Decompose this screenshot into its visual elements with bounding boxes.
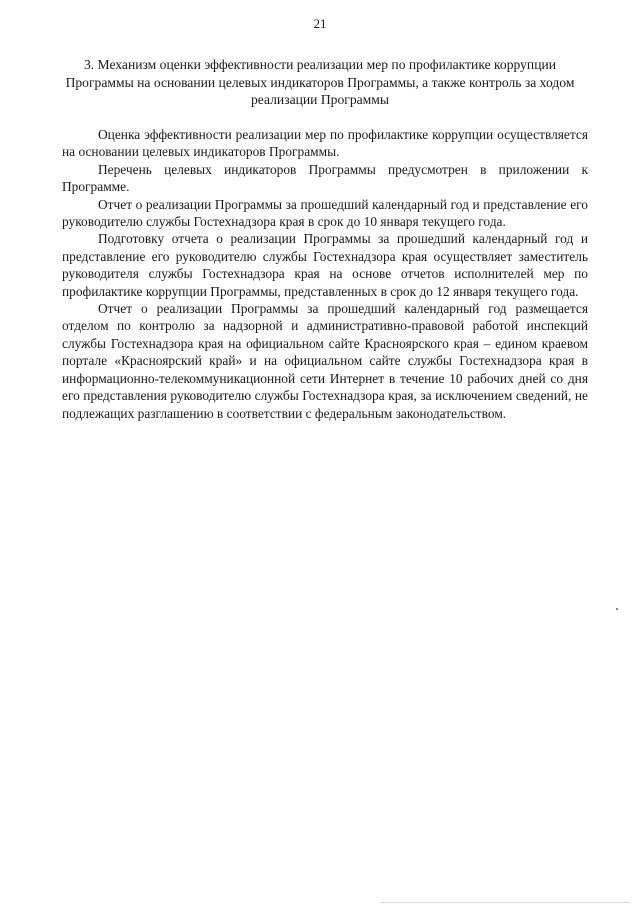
paragraph-indicators-list: Перечень целевых индикаторов Программы предусмотрен в приложении к Программе. [62,161,588,195]
paragraph-report-preparation: Подготовку отчета о реализации Программы за прошедший календарный год и представление его руководителю службы Гостехнадзора края осуществляет заместитель руководителя службы Гостехнадзора края на основе отчетов исполнителей мер по профилактике коррупции Программы, представленных в срок до 12 января текущего года. [62,231,588,299]
paragraph-evaluation-basis: Оценка эффективности реализации мер по профилактике коррупции осуществляется на основании целевых индикаторов Программы. [62,127,588,160]
page-number: 21 [313,16,327,31]
scan-edge-line [380,902,630,903]
paragraph-report-publication: Отчет о реализации Программы за прошедший календарный год размещается отделом по контролю за надзорной и административно-правовой работой инспекций службы Гостехнадзора края на официальном сайте Красноярского края – едином краевом портале «Красноярский край» и на официальном сайте службы Гостехнадзора края в информационно-телекоммуникационной сети Интернет в течение 10 рабочих дней со дня его представления руководителю службы Гостехнадзора края, за исключением сведений, не подлежащих разглашению в соответствии с федеральным законодательством. [62,301,588,421]
section-heading: 3. Механизм оценки эффективности реализации мер по профилактике коррупции Программы на основании целевых индикаторов Программы, а также контроль за ходом реализации Программы [65,57,575,107]
document-body [62,126,588,422]
paragraph-annual-report: Отчет о реализации Программы за прошедший календарный год и представление его руководителю службы Гостехнадзора края в срок до 10 января текущего года. [62,196,588,230]
scan-speck [616,608,618,610]
